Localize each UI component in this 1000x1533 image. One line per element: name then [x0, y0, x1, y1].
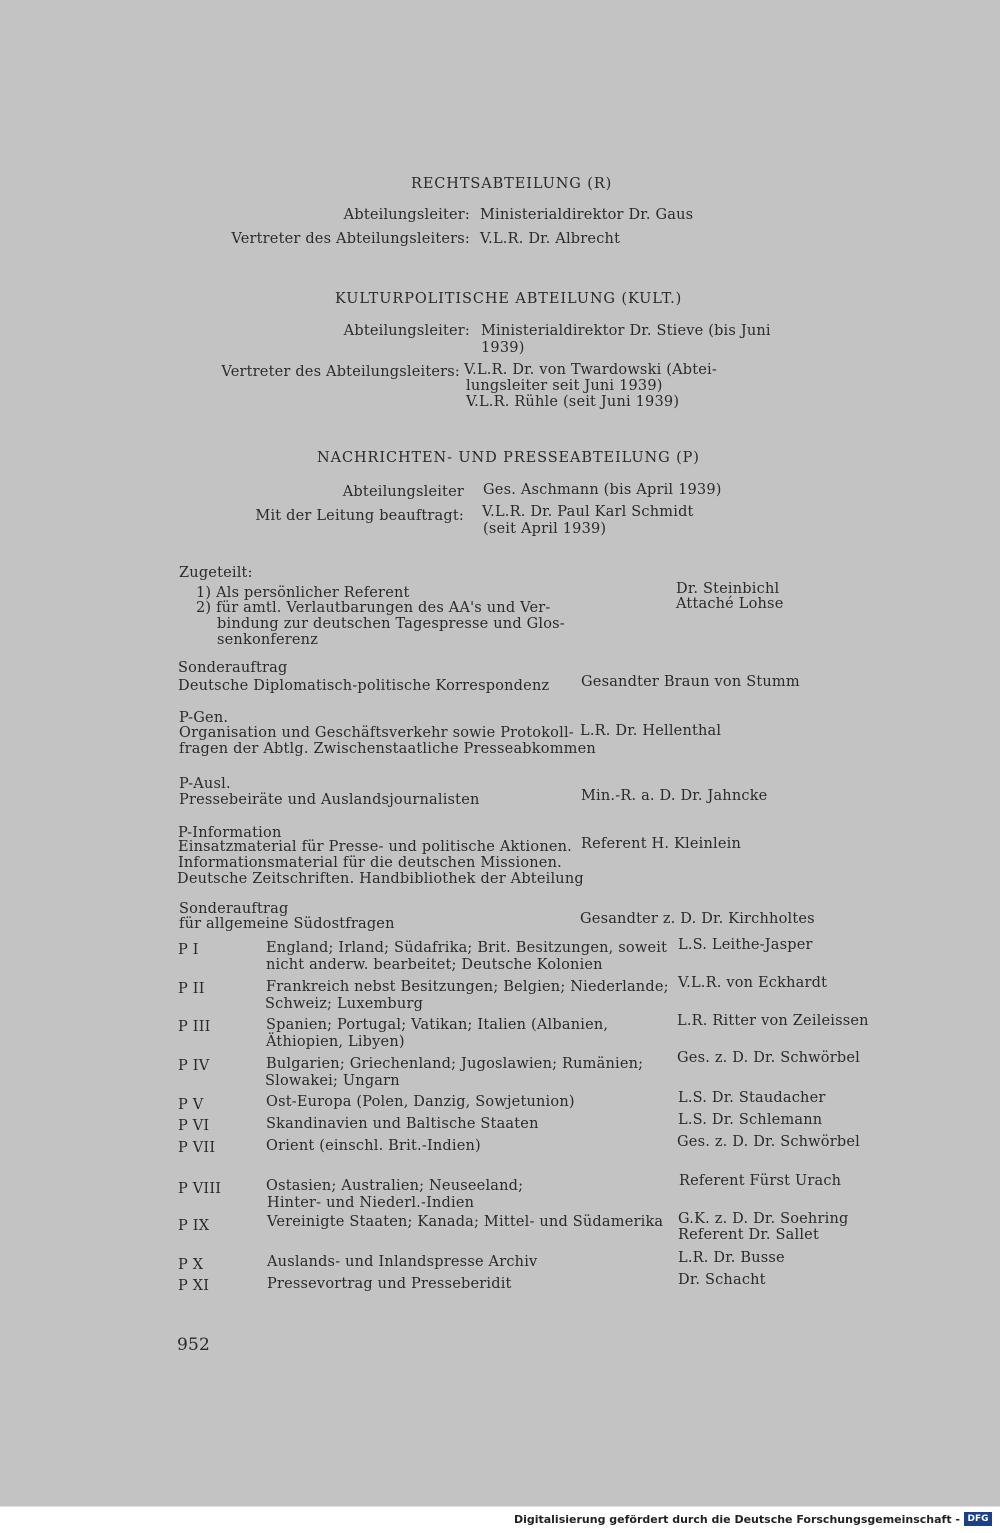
referat-2-desc-1: Frankreich nebst Besitzungen; Belgien; Niederlande;: [266, 979, 669, 995]
referat-9-name-1: G.K. z. D. Dr. Soehring: [678, 1211, 849, 1227]
referat-3-code: P III: [178, 1019, 211, 1035]
group-2-name: L.R. Dr. Hellenthal: [580, 723, 722, 739]
group-5-line-2: für allgemeine Südostfragen: [179, 916, 395, 932]
referat-5-name: L.S. Dr. Staudacher: [678, 1090, 826, 1106]
referat-7-desc-1: Orient (einschl. Brit.-Indien): [266, 1138, 481, 1154]
referat-6-desc-1: Skandinavien und Baltische Staaten: [266, 1116, 539, 1132]
group-5-name: Gesandter z. D. Dr. Kirchholtes: [580, 911, 815, 927]
referat-2-desc-2: Schweiz; Luxemburg: [265, 996, 424, 1012]
zugeteilt-name-1: Dr. Steinbichl: [676, 581, 780, 597]
referat-9-code: P IX: [178, 1218, 210, 1234]
group-3-name: Min.-R. a. D. Dr. Jahncke: [581, 788, 768, 804]
referat-10-desc-1: Auslands- und Inlandspresse Archiv: [267, 1254, 538, 1270]
group-5-line-1: Sonderauftrag: [179, 901, 289, 917]
p-leiter-label: Abteilungsleiter: [342, 484, 464, 500]
group-3-line-1: P-Ausl.: [179, 776, 231, 792]
zugeteilt-item-2-line-2: bindung zur deutschen Tagespresse und Glos-: [217, 616, 565, 632]
group-4-line-4: Deutsche Zeitschriften. Handbibliothek der Abteilung: [177, 871, 584, 887]
referat-6-code: P VI: [178, 1118, 210, 1134]
group-1-name: Gesandter Braun von Stumm: [581, 674, 800, 690]
referat-7-name: Ges. z. D. Dr. Schwörbel: [677, 1134, 860, 1150]
zugeteilt-item-2-line-1: 2) für amtl. Verlautbarungen des AA's und Ver-: [196, 600, 551, 616]
referat-4-desc-2: Slowakei; Ungarn: [265, 1073, 400, 1089]
r-vertreter-value: V.L.R. Dr. Albrecht: [480, 231, 621, 247]
referat-2-name: V.L.R. von Eckhardt: [678, 975, 828, 991]
group-4-name: Referent H. Kleinlein: [581, 836, 742, 852]
referat-1-code: P I: [178, 942, 199, 958]
referat-8-name: Referent Fürst Urach: [679, 1173, 842, 1189]
referat-10-name: L.R. Dr. Busse: [678, 1250, 785, 1266]
referat-3-desc-1: Spanien; Portugal; Vatikan; Italien (Albanien,: [266, 1017, 609, 1033]
referat-2-code: P II: [178, 981, 205, 997]
referat-8-code: P VIII: [178, 1181, 222, 1197]
section-title-r: RECHTSABTEILUNG (R): [411, 176, 613, 192]
referat-4-code: P IV: [178, 1058, 210, 1074]
group-4-line-3: Informationsmaterial für die deutschen Missionen.: [178, 855, 562, 871]
referat-3-name: L.R. Ritter von Zeileissen: [677, 1013, 869, 1029]
referat-8-desc-2: Hinter- und Niederl.-Indien: [267, 1195, 475, 1211]
group-2-line-2: Organisation und Geschäftsverkehr sowie Protokoll-: [179, 725, 574, 741]
page-number: 952: [177, 1335, 211, 1355]
p-leitung-label: Mit der Leitung beauftragt:: [255, 508, 464, 524]
group-3-line-2: Pressebeiräte und Auslandsjournalisten: [179, 792, 480, 808]
referat-1-desc-1: England; Irland; Südafrika; Brit. Besitzungen, soweit: [266, 940, 668, 956]
section-title-kult: KULTURPOLITISCHE ABTEILUNG (KULT.): [335, 291, 683, 307]
group-4-line-2: Einsatzmaterial für Presse- und politische Aktionen.: [178, 839, 572, 855]
p-leiter-value: Ges. Aschmann (bis April 1939): [483, 482, 722, 498]
referat-8-desc-1: Ostasien; Australien; Neuseeland;: [266, 1178, 524, 1194]
referat-5-code: P V: [178, 1097, 204, 1113]
kult-vertreter-value-2: lungsleiter seit Juni 1939): [466, 378, 663, 394]
referat-11-name: Dr. Schacht: [678, 1272, 766, 1288]
r-vertreter-label: Vertreter des Abteilungsleiters:: [231, 231, 470, 247]
kult-vertreter-value-3: V.L.R. Rühle (seit Juni 1939): [466, 394, 680, 410]
referat-6-name: L.S. Dr. Schlemann: [678, 1112, 823, 1128]
zugeteilt-item-1: 1) Als persönlicher Referent: [196, 585, 410, 601]
referat-11-code: P XI: [178, 1278, 210, 1294]
referat-10-code: P X: [178, 1257, 204, 1273]
referat-4-name: Ges. z. D. Dr. Schwörbel: [677, 1050, 860, 1066]
kult-vertreter-label: Vertreter des Abteilungsleiters:: [221, 364, 460, 380]
dfg-logo: DFG: [964, 1512, 992, 1526]
kult-leiter-label: Abteilungsleiter:: [343, 323, 470, 339]
zugeteilt-item-2-line-3: senkonferenz: [217, 632, 319, 648]
referat-7-code: P VII: [178, 1140, 216, 1156]
zugeteilt-label: Zugeteilt:: [179, 565, 253, 581]
r-leiter-label: Abteilungsleiter:: [343, 207, 470, 223]
kult-leiter-value-2: 1939): [481, 340, 525, 356]
referat-5-desc-1: Ost-Europa (Polen, Danzig, Sowjetunion): [266, 1094, 575, 1110]
footer-bar: [0, 1506, 1000, 1533]
r-leiter-value: Ministerialdirektor Dr. Gaus: [480, 207, 694, 223]
group-1-line-1: Sonderauftrag: [178, 660, 288, 676]
p-leitung-value-2: (seit April 1939): [483, 521, 607, 537]
kult-leiter-value-1: Ministerialdirektor Dr. Stieve (bis Juni: [481, 323, 771, 339]
group-2-line-1: P-Gen.: [179, 710, 229, 726]
referat-1-name: L.S. Leithe-Jasper: [678, 937, 813, 953]
section-title-p: NACHRICHTEN- UND PRESSEABTEILUNG (P): [317, 450, 700, 466]
footer-text: Digitalisierung gefördert durch die Deutsche Forschungsgemeinschaft -: [513, 1513, 960, 1526]
referat-4-desc-1: Bulgarien; Griechenland; Jugoslawien; Rumänien;: [266, 1056, 644, 1072]
group-1-line-2: Deutsche Diplomatisch-politische Korrespondenz: [178, 678, 550, 694]
group-2-line-3: fragen der Abtlg. Zwischenstaatliche Presseabkommen: [179, 741, 596, 757]
referat-3-desc-2: Äthiopien, Libyen): [266, 1034, 405, 1050]
p-leitung-value-1: V.L.R. Dr. Paul Karl Schmidt: [482, 504, 694, 520]
referat-9-name-2: Referent Dr. Sallet: [678, 1227, 819, 1243]
referat-1-desc-2: nicht anderw. bearbeitet; Deutsche Kolonien: [266, 957, 603, 973]
zugeteilt-name-2: Attaché Lohse: [676, 596, 784, 612]
group-4-line-1: P-Information: [178, 825, 282, 841]
kult-vertreter-value-1: V.L.R. Dr. von Twardowski (Abtei-: [464, 362, 717, 378]
referat-9-desc-1: Vereinigte Staaten; Kanada; Mittel- und Südamerika: [267, 1214, 664, 1230]
referat-11-desc-1: Pressevortrag und Presseberidit: [267, 1276, 512, 1292]
